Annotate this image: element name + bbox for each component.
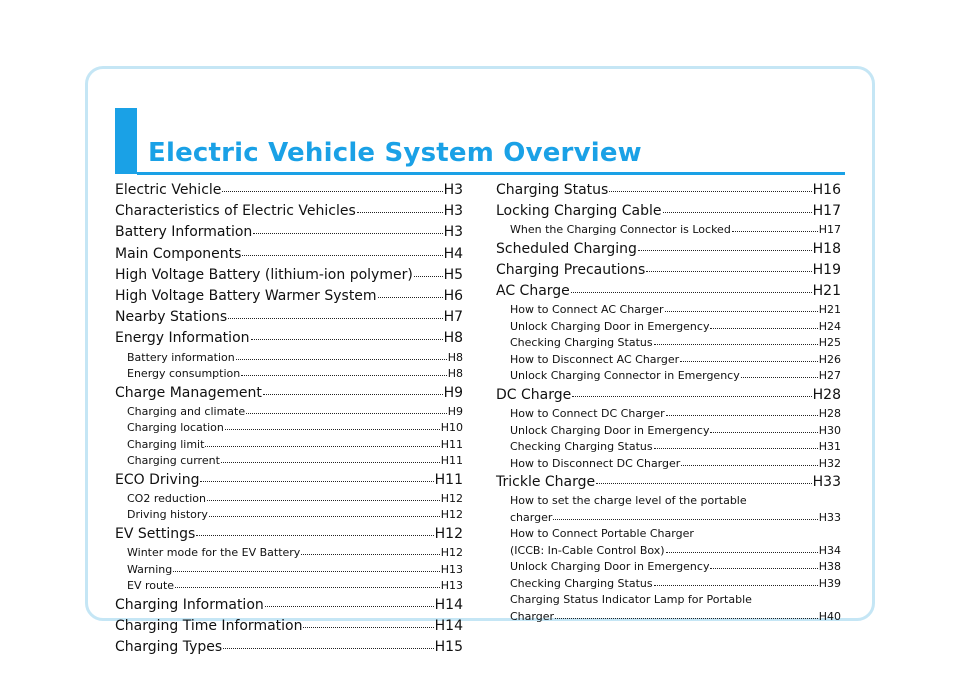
toc-entry-label: Winter mode for the EV Battery xyxy=(127,546,301,560)
toc-subentry[interactable] xyxy=(115,404,463,421)
toc-entry-label: Main Components xyxy=(115,245,242,262)
toc-page-number: H30 xyxy=(818,423,841,437)
dot-leader xyxy=(710,328,817,329)
dot-leader xyxy=(378,297,443,298)
toc-subentry[interactable] xyxy=(496,439,841,456)
toc-page-number: H31 xyxy=(818,440,841,454)
toc-page-number: H34 xyxy=(818,543,841,557)
toc-entry[interactable] xyxy=(115,222,463,243)
toc-entry[interactable] xyxy=(496,180,841,201)
toc-entry-label: AC Charge xyxy=(496,283,570,300)
dot-leader xyxy=(222,191,442,192)
toc-entry[interactable] xyxy=(115,637,463,658)
toc-entry-label: Charger xyxy=(510,609,554,623)
title-accent-bar xyxy=(115,108,137,174)
dot-leader xyxy=(654,344,818,345)
dot-leader xyxy=(223,648,433,649)
toc-entry-label: CO2 reduction xyxy=(127,491,206,505)
toc-subentry[interactable] xyxy=(496,352,841,369)
toc-left-column xyxy=(115,180,463,658)
toc-page-number: H10 xyxy=(440,421,463,435)
toc-entry-label: DC Charge xyxy=(496,386,572,403)
toc-entry[interactable] xyxy=(496,385,841,406)
toc-entry-label: Energy Information xyxy=(115,330,250,347)
toc-page-number: H14 xyxy=(434,596,463,613)
toc-entry-label: High Voltage Battery Warmer System xyxy=(115,287,377,304)
dot-leader xyxy=(175,587,440,588)
toc-subentry[interactable] xyxy=(115,366,463,383)
toc-subentry[interactable] xyxy=(496,510,841,527)
toc-entry[interactable] xyxy=(496,201,841,222)
toc-page-number: H11 xyxy=(434,471,463,488)
dot-leader xyxy=(572,396,811,397)
dot-leader xyxy=(665,311,818,312)
toc-entry-label: Locking Charging Cable xyxy=(496,203,662,220)
toc-page-number: H38 xyxy=(818,560,841,574)
toc-page-number: H5 xyxy=(443,266,463,283)
toc-entry-label: ECO Driving xyxy=(115,471,200,488)
toc-subentry[interactable] xyxy=(496,319,841,336)
dot-leader xyxy=(251,339,443,340)
dot-leader xyxy=(654,448,818,449)
toc-subentry[interactable] xyxy=(115,578,463,595)
toc-page-number: H40 xyxy=(818,609,841,623)
toc-page-number: H8 xyxy=(447,350,463,364)
dot-leader xyxy=(209,516,440,517)
toc-entry[interactable] xyxy=(115,265,463,286)
toc-entry[interactable] xyxy=(115,180,463,201)
toc-entry-label: High Voltage Battery (lithium-ion polymer) xyxy=(115,266,413,283)
toc-entry[interactable] xyxy=(115,286,463,307)
toc-page-number: H21 xyxy=(812,283,841,300)
toc-subentry[interactable] xyxy=(496,423,841,440)
toc-entry-continued-label: Charging Status Indicator Lamp for Portable xyxy=(510,593,752,607)
toc-page-number: H12 xyxy=(440,491,463,505)
toc-entry[interactable] xyxy=(115,307,463,328)
toc-entry-label: Driving history xyxy=(127,508,208,522)
toc-entry-label: Scheduled Charging xyxy=(496,240,637,257)
dot-leader xyxy=(571,292,812,293)
toc-entry[interactable] xyxy=(115,524,463,545)
toc-entry[interactable] xyxy=(115,383,463,404)
toc-entry-label: Charging Status xyxy=(496,182,609,198)
toc-page-number: H3 xyxy=(443,224,463,241)
toc-page-number: H12 xyxy=(440,546,463,560)
toc-entry-label: Charging current xyxy=(127,454,220,468)
toc-entry-label: Charging Precautions xyxy=(496,262,646,279)
toc-entry[interactable] xyxy=(496,281,841,302)
dot-leader xyxy=(710,568,817,569)
toc-page-number: H9 xyxy=(443,384,463,401)
toc-page-number: H21 xyxy=(818,303,841,317)
dot-leader xyxy=(666,552,818,553)
toc-entry-label: Nearby Stations xyxy=(115,309,228,326)
dot-leader xyxy=(596,483,812,484)
toc-entry[interactable] xyxy=(115,616,463,637)
toc-page-number: H8 xyxy=(443,330,463,347)
toc-entry-label: Charging limit xyxy=(127,437,205,451)
dot-leader xyxy=(741,377,818,378)
dot-leader xyxy=(265,606,434,607)
toc-page-number: H26 xyxy=(818,352,841,366)
toc-entry-label: Battery Information xyxy=(115,224,253,241)
dot-leader xyxy=(357,212,443,213)
dot-leader xyxy=(301,554,439,555)
toc-entry-label: Unlock Charging Door in Emergency xyxy=(510,423,710,437)
toc-subentry[interactable] xyxy=(496,335,841,352)
dot-leader xyxy=(638,250,812,251)
toc-entry[interactable] xyxy=(115,244,463,265)
toc-subentry[interactable] xyxy=(496,559,841,576)
toc-subentry[interactable] xyxy=(115,420,463,437)
dot-leader xyxy=(253,233,442,234)
dot-leader xyxy=(680,361,818,362)
toc-entry-label: EV route xyxy=(127,579,175,593)
toc-subentry[interactable] xyxy=(115,545,463,562)
toc-page-number: H12 xyxy=(434,525,463,542)
toc-page-number: H15 xyxy=(434,638,463,655)
toc-entry-label: Warning xyxy=(127,562,173,576)
toc-page-number: H32 xyxy=(818,456,841,470)
toc-entry-label: Charging Information xyxy=(115,596,264,613)
dot-leader xyxy=(681,465,817,466)
dot-leader xyxy=(710,432,817,433)
dot-leader xyxy=(225,429,440,430)
toc-entry-label: Charging location xyxy=(127,421,224,435)
dot-leader xyxy=(207,500,440,501)
toc-subentry[interactable] xyxy=(496,456,841,473)
toc-entry-continued-label: How to set the charge level of the portable xyxy=(510,494,747,508)
dot-leader xyxy=(555,618,818,619)
title-underline xyxy=(137,172,845,175)
toc-entry[interactable] xyxy=(496,260,841,281)
toc-page-number: H33 xyxy=(818,510,841,524)
toc-entry-label: charger xyxy=(510,510,553,524)
toc-entry-label: Charging and climate xyxy=(127,404,246,418)
dot-leader xyxy=(414,276,443,277)
toc-entry-label: Unlock Charging Connector in Emergency xyxy=(510,369,740,383)
toc-page-number: H9 xyxy=(447,404,463,418)
dot-leader xyxy=(242,255,442,256)
toc-entry-label: Charge Management xyxy=(115,384,262,401)
toc-subentry[interactable] xyxy=(115,507,463,524)
toc-entry-label: Electric Vehicle xyxy=(115,182,222,198)
toc-page-number: H12 xyxy=(440,508,463,522)
toc-page-number: H16 xyxy=(812,182,841,198)
toc-page-number: H11 xyxy=(440,454,463,468)
toc-subentry[interactable] xyxy=(115,437,463,454)
toc-entry-label: How to Disconnect DC Charger xyxy=(510,456,681,470)
toc-entry[interactable] xyxy=(115,201,463,222)
dot-leader xyxy=(228,318,442,319)
toc-page-number: H8 xyxy=(447,367,463,380)
dot-leader xyxy=(241,375,446,376)
toc-entry[interactable] xyxy=(496,239,841,260)
toc-entry-label: Trickle Charge xyxy=(496,474,596,491)
toc-page-number: H33 xyxy=(812,474,841,491)
toc-page-number: H7 xyxy=(443,309,463,326)
toc-entry-label: When the Charging Connector is Locked xyxy=(510,223,731,237)
dot-leader xyxy=(200,481,433,482)
toc-entry[interactable] xyxy=(115,595,463,616)
toc-entry-continued-label: How to Connect Portable Charger xyxy=(510,527,694,541)
toc-page-number: H13 xyxy=(440,562,463,576)
toc-subentry[interactable] xyxy=(496,222,841,239)
toc-entry-label: Checking Charging Status xyxy=(510,576,653,590)
dot-leader xyxy=(303,627,433,628)
dot-leader xyxy=(553,519,817,520)
dot-leader xyxy=(263,394,443,395)
toc-entry-label: How to Connect DC Charger xyxy=(510,407,665,421)
toc-entry-label: Checking Charging Status xyxy=(510,336,653,350)
dot-leader xyxy=(663,212,812,213)
toc-page-number: H19 xyxy=(812,262,841,279)
toc-entry-label: Characteristics of Electric Vehicles xyxy=(115,203,356,220)
toc-entry-label: How to Disconnect AC Charger xyxy=(510,352,680,366)
toc-page-number: H28 xyxy=(812,386,841,403)
toc-entry-label: Unlock Charging Door in Emergency xyxy=(510,319,710,333)
toc-entry-label: Energy consumption xyxy=(127,367,241,380)
dot-leader xyxy=(196,535,433,536)
toc-subentry[interactable] xyxy=(115,491,463,508)
dot-leader xyxy=(654,585,818,586)
dot-leader xyxy=(173,571,439,572)
toc-entry-label: Checking Charging Status xyxy=(510,440,653,454)
toc-entry-label: Unlock Charging Door in Emergency xyxy=(510,560,710,574)
toc-subentry[interactable] xyxy=(496,406,841,423)
toc-entry-label: (ICCB: In-Cable Control Box) xyxy=(510,543,665,557)
dot-leader xyxy=(221,462,440,463)
toc-page-number: H6 xyxy=(443,287,463,304)
toc-subentry[interactable] xyxy=(115,562,463,579)
toc-entry-label: Battery information xyxy=(127,350,235,364)
toc-page-number: H3 xyxy=(443,203,463,220)
toc-entry[interactable] xyxy=(496,472,841,493)
toc-page-number: H17 xyxy=(818,223,841,237)
toc-page-number: H17 xyxy=(812,203,841,220)
toc-entry-label: How to Connect AC Charger xyxy=(510,303,664,317)
toc-page-number: H18 xyxy=(812,240,841,257)
toc-subentry[interactable] xyxy=(496,609,841,626)
dot-leader xyxy=(732,231,818,232)
toc-page-number: H24 xyxy=(818,319,841,333)
toc-page-number: H14 xyxy=(434,617,463,634)
toc-page-number: H27 xyxy=(818,369,841,383)
toc-entry-label: EV Settings xyxy=(115,525,196,542)
dot-leader xyxy=(236,359,447,360)
dot-leader xyxy=(205,446,439,447)
toc-page-number: H28 xyxy=(818,407,841,421)
toc-entry[interactable] xyxy=(115,328,463,349)
toc-subentry[interactable] xyxy=(496,543,841,560)
toc-page-number: H11 xyxy=(440,437,463,451)
toc-page-number: H13 xyxy=(440,579,463,593)
toc-right-column xyxy=(496,180,841,625)
toc-subentry[interactable] xyxy=(115,350,463,367)
toc-page-number: H4 xyxy=(443,245,463,262)
toc-entry[interactable] xyxy=(115,470,463,491)
page-title: Electric Vehicle System Overview xyxy=(148,138,642,168)
toc-entry-label: Charging Types xyxy=(115,638,223,655)
toc-subentry[interactable] xyxy=(115,453,463,470)
dot-leader xyxy=(666,415,818,416)
toc-subentry[interactable] xyxy=(496,576,841,593)
dot-leader xyxy=(246,413,447,414)
dot-leader xyxy=(609,191,811,192)
dot-leader xyxy=(646,271,811,272)
toc-page-number: H3 xyxy=(443,182,463,198)
toc-subentry[interactable] xyxy=(496,368,841,385)
toc-entry-label: Charging Time Information xyxy=(115,617,303,634)
toc-page-number: H39 xyxy=(818,576,841,590)
toc-page-number: H25 xyxy=(818,336,841,350)
toc-subentry[interactable] xyxy=(496,302,841,319)
